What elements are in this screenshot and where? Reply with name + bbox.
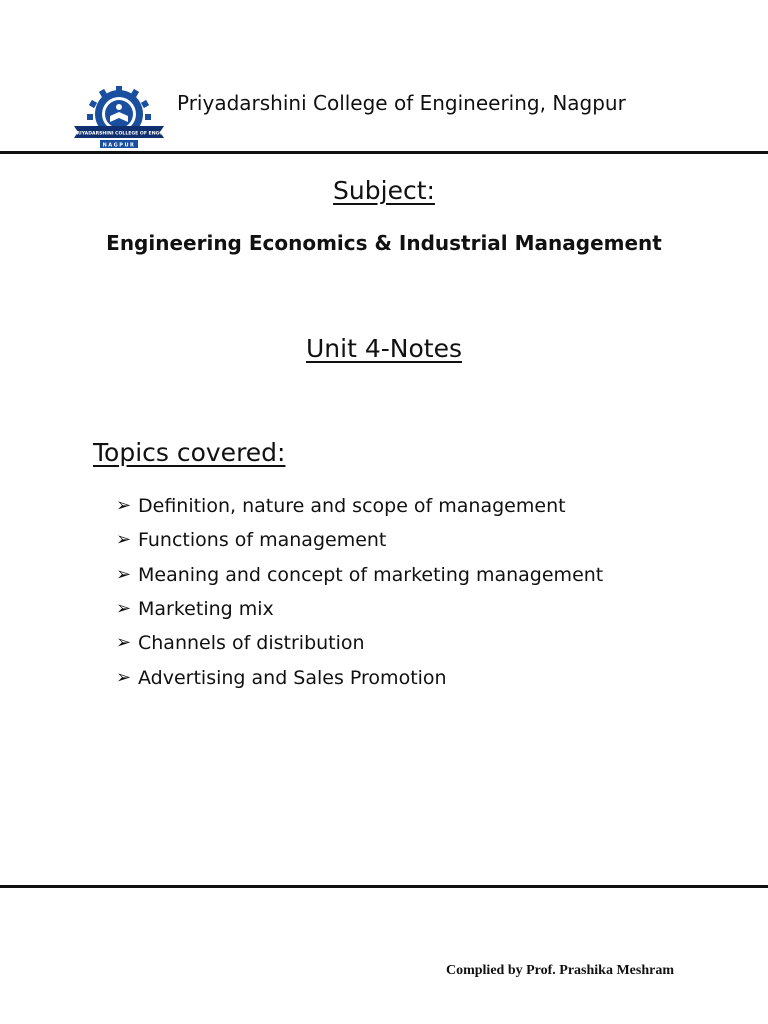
- list-item: [116, 558, 603, 592]
- topic-text: Advertising and Sales Promotion: [138, 666, 447, 689]
- topic-text: Functions of management: [138, 529, 387, 552]
- author-credit: Complied by Prof. Prashika Meshram: [445, 963, 674, 978]
- arrow-bullet-icon: ➢: [116, 529, 132, 551]
- topics-heading: Topics covered:: [93, 438, 286, 467]
- subject-label-text: Subject:: [333, 176, 435, 205]
- logo-banner-text: PRIYADARSHINI COLLEGE OF ENGG.: [73, 131, 165, 137]
- list-item: [116, 626, 603, 660]
- page-header: [0, 0, 768, 156]
- arrow-bullet-icon: ➢: [116, 632, 132, 654]
- list-item: [116, 592, 603, 626]
- topic-text: Marketing mix: [138, 598, 274, 621]
- list-item: [116, 489, 603, 523]
- college-name: Priyadarshini College of Engineering, Nagpur: [177, 91, 626, 115]
- footer-divider: [0, 885, 768, 888]
- topic-list: [116, 489, 603, 695]
- college-emblem-icon: [70, 86, 168, 150]
- unit-label: [0, 332, 768, 366]
- subject-title: Engineering Economics & Industrial Management: [106, 231, 662, 255]
- arrow-bullet-icon: ➢: [116, 495, 132, 517]
- logo-city-text: NAGPUR: [102, 142, 136, 149]
- arrow-bullet-icon: ➢: [116, 598, 132, 620]
- topic-text: Channels of distribution: [138, 632, 365, 655]
- header-divider: [0, 151, 768, 154]
- topic-text: Definition, nature and scope of management: [138, 495, 566, 518]
- subject-label: [0, 174, 768, 208]
- arrow-bullet-icon: ➢: [116, 563, 132, 585]
- list-item: [116, 523, 603, 557]
- topic-text: Meaning and concept of marketing management: [138, 563, 604, 586]
- arrow-bullet-icon: ➢: [116, 666, 132, 688]
- list-item: [116, 660, 603, 694]
- unit-label-text: Unit 4-Notes: [306, 334, 462, 363]
